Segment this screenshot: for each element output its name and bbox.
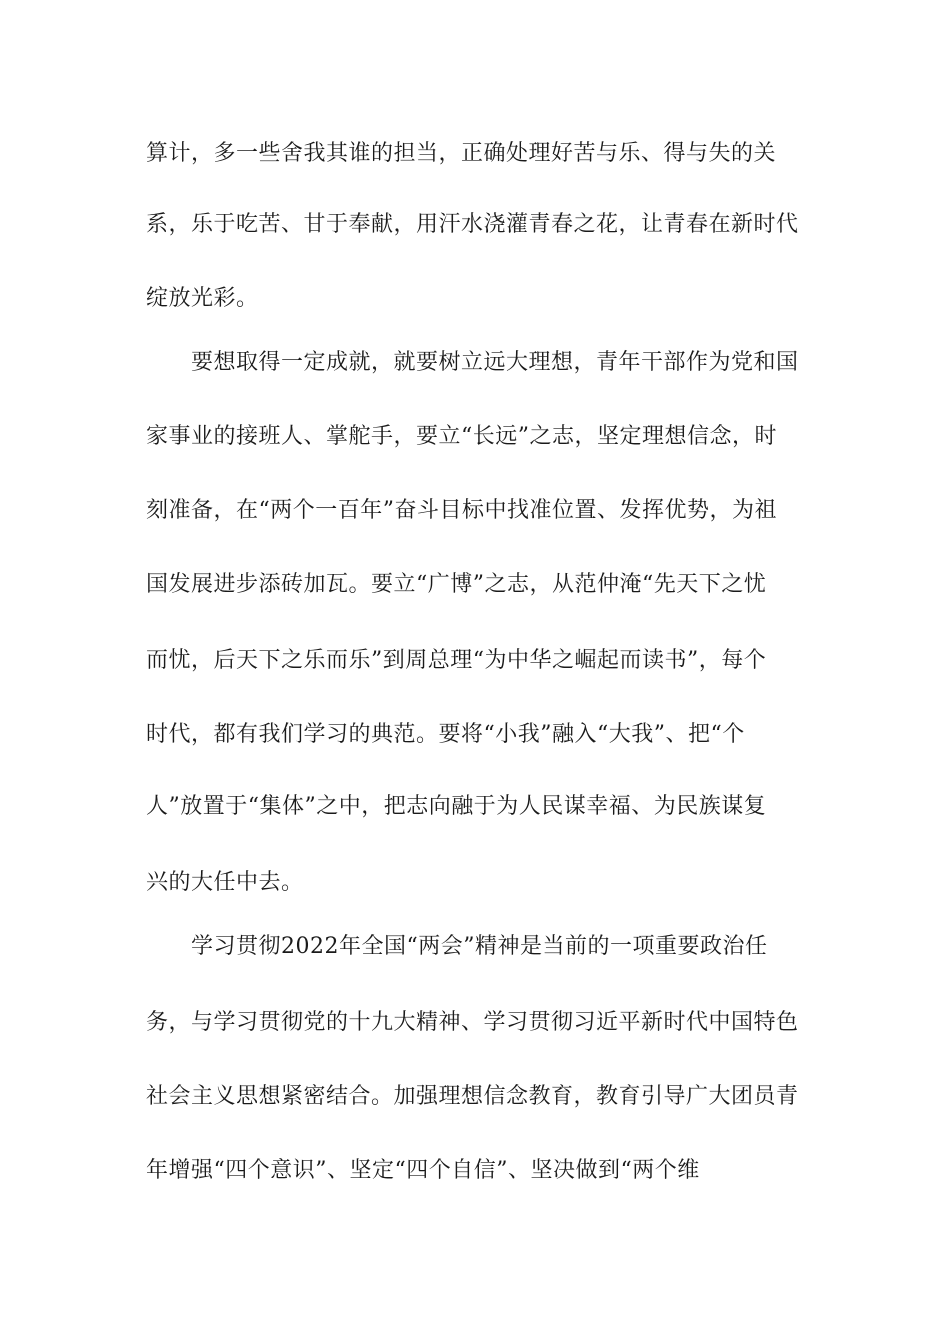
text-line: 务，与学习贯彻党的十九大精神、学习贯彻习近平新时代中国特色 — [146, 1010, 799, 1035]
text-line: 兴的大任中去。 — [146, 870, 304, 895]
text-line: 人”放置于“集体”之中，把志向融于为人民谋幸福、为民族谋复 — [146, 794, 767, 819]
text-line: 时代，都有我们学习的典范。要将“小我”融入“大我”、把“个 — [146, 722, 745, 747]
text-line: 而忧，后天下之乐而乐”到周总理“为中华之崛起而读书”，每个 — [146, 648, 767, 673]
text-line: 家事业的接班人、掌舵手，要立“长远”之志，坚定理想信念，时 — [146, 424, 777, 449]
text-line: 系，乐于吃苦、甘于奉献，用汗水浇灌青春之花，让青春在新时代 — [146, 212, 799, 237]
text-line: 年增强“四个意识”、坚定“四个自信”、坚决做到“两个维 — [146, 1158, 700, 1183]
text-line: 绽放光彩。 — [146, 286, 259, 311]
paragraph-first-line: 要想取得一定成就，就要树立远大理想，青年干部作为党和国 — [191, 350, 799, 375]
text-line: 国发展进步添砖加瓦。要立“广博”之志，从范仲淹“先天下之忧 — [146, 572, 767, 597]
paragraph-first-line: 学习贯彻2022年全国“两会”精神是当前的一项重要政治任 — [191, 934, 768, 959]
text-line: 算计，多一些舍我其谁的担当，正确处理好苦与乐、得与失的关 — [146, 141, 777, 166]
text-line: 社会主义思想紧密结合。加强理想信念教育，教育引导广大团员青 — [146, 1084, 799, 1109]
text-line: 刻准备，在“两个一百年”奋斗目标中找准位置、发挥优势，为祖 — [146, 498, 777, 523]
